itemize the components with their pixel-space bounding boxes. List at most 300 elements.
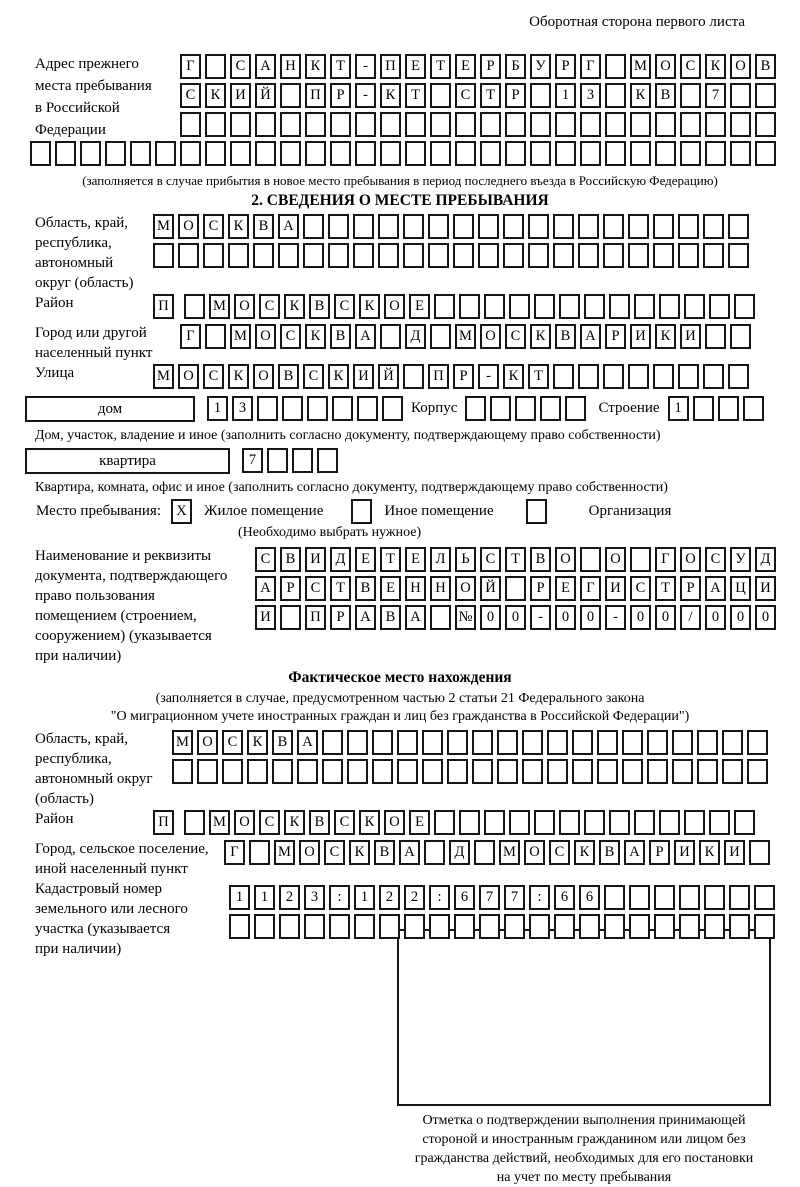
char-cell[interactable] (184, 294, 205, 319)
char-cell[interactable] (559, 810, 580, 835)
char-cell[interactable] (578, 243, 599, 268)
char-cell[interactable] (684, 810, 705, 835)
char-cell[interactable]: К (503, 364, 524, 389)
char-cell[interactable]: 0 (730, 605, 751, 630)
char-cell[interactable] (553, 214, 574, 239)
char-cell[interactable]: О (178, 364, 199, 389)
char-cell[interactable] (503, 214, 524, 239)
char-cell[interactable]: Р (530, 576, 551, 601)
char-cell[interactable] (603, 214, 624, 239)
char-cell[interactable]: Д (330, 547, 351, 572)
char-cell[interactable]: С (549, 840, 570, 865)
char-cell[interactable]: А (278, 214, 299, 239)
char-cell[interactable] (422, 730, 443, 755)
char-cell[interactable]: 2 (404, 885, 425, 910)
char-cell[interactable] (565, 396, 586, 421)
char-cell[interactable]: А (355, 324, 376, 349)
char-cell[interactable] (680, 83, 701, 108)
char-cell[interactable] (455, 112, 476, 137)
char-cell[interactable]: К (305, 324, 326, 349)
char-cell[interactable] (203, 243, 224, 268)
char-cell[interactable] (30, 141, 51, 166)
char-cell[interactable]: А (255, 576, 276, 601)
char-cell[interactable] (654, 885, 675, 910)
char-cell[interactable]: Б (505, 54, 526, 79)
organization-checkbox[interactable] (526, 499, 547, 524)
char-cell[interactable] (378, 214, 399, 239)
char-cell[interactable]: Е (355, 547, 376, 572)
char-cell[interactable] (105, 141, 126, 166)
char-cell[interactable]: А (297, 730, 318, 755)
char-cell[interactable]: 1 (555, 83, 576, 108)
char-cell[interactable] (547, 759, 568, 784)
char-cell[interactable] (572, 759, 593, 784)
char-cell[interactable]: М (274, 840, 295, 865)
char-cell[interactable]: Й (255, 83, 276, 108)
char-cell[interactable] (322, 759, 343, 784)
char-cell[interactable] (280, 605, 301, 630)
other-premises-checkbox[interactable] (351, 499, 372, 524)
char-cell[interactable]: К (699, 840, 720, 865)
char-cell[interactable] (630, 141, 651, 166)
char-cell[interactable]: Т (380, 547, 401, 572)
char-cell[interactable] (703, 214, 724, 239)
char-cell[interactable] (379, 914, 400, 939)
char-cell[interactable] (555, 112, 576, 137)
char-cell[interactable] (305, 141, 326, 166)
char-cell[interactable] (628, 243, 649, 268)
char-cell[interactable]: - (605, 605, 626, 630)
char-cell[interactable] (253, 243, 274, 268)
char-cell[interactable] (678, 214, 699, 239)
char-cell[interactable] (405, 112, 426, 137)
char-cell[interactable]: С (505, 324, 526, 349)
char-cell[interactable]: Р (280, 576, 301, 601)
char-cell[interactable]: С (324, 840, 345, 865)
char-cell[interactable] (255, 112, 276, 137)
char-cell[interactable] (453, 243, 474, 268)
char-cell[interactable] (749, 840, 770, 865)
char-cell[interactable] (684, 294, 705, 319)
char-cell[interactable]: С (705, 547, 726, 572)
char-cell[interactable]: С (255, 547, 276, 572)
char-cell[interactable]: П (305, 83, 326, 108)
char-cell[interactable] (680, 141, 701, 166)
char-cell[interactable] (734, 294, 755, 319)
char-cell[interactable]: С (203, 364, 224, 389)
char-cell[interactable]: 0 (555, 605, 576, 630)
char-cell[interactable]: В (599, 840, 620, 865)
char-cell[interactable]: Й (378, 364, 399, 389)
char-cell[interactable] (559, 294, 580, 319)
char-cell[interactable]: О (299, 840, 320, 865)
char-cell[interactable] (292, 448, 313, 473)
char-cell[interactable]: А (399, 840, 420, 865)
char-cell[interactable]: 0 (630, 605, 651, 630)
char-cell[interactable]: У (730, 547, 751, 572)
char-cell[interactable]: 1 (354, 885, 375, 910)
char-cell[interactable] (604, 914, 625, 939)
char-cell[interactable]: К (359, 810, 380, 835)
char-cell[interactable]: В (374, 840, 395, 865)
char-cell[interactable] (730, 112, 751, 137)
char-cell[interactable]: В (330, 324, 351, 349)
char-cell[interactable]: С (280, 324, 301, 349)
char-cell[interactable] (282, 396, 303, 421)
char-cell[interactable]: Р (605, 324, 626, 349)
char-cell[interactable] (655, 112, 676, 137)
char-cell[interactable] (478, 214, 499, 239)
char-cell[interactable] (422, 759, 443, 784)
char-cell[interactable]: О (605, 547, 626, 572)
char-cell[interactable]: Е (380, 576, 401, 601)
char-cell[interactable] (553, 243, 574, 268)
char-cell[interactable]: В (355, 576, 376, 601)
char-cell[interactable] (353, 214, 374, 239)
char-cell[interactable]: Е (409, 810, 430, 835)
char-cell[interactable] (609, 810, 630, 835)
char-cell[interactable]: О (680, 547, 701, 572)
char-cell[interactable]: 2 (379, 885, 400, 910)
char-cell[interactable]: 1 (254, 885, 275, 910)
char-cell[interactable] (267, 448, 288, 473)
char-cell[interactable] (672, 759, 693, 784)
char-cell[interactable] (405, 141, 426, 166)
char-cell[interactable]: Г (655, 547, 676, 572)
char-cell[interactable] (718, 396, 739, 421)
char-cell[interactable] (479, 914, 500, 939)
char-cell[interactable] (403, 243, 424, 268)
char-cell[interactable] (728, 214, 749, 239)
char-cell[interactable]: К (284, 810, 305, 835)
char-cell[interactable]: 6 (554, 885, 575, 910)
char-cell[interactable] (580, 112, 601, 137)
char-cell[interactable] (597, 759, 618, 784)
char-cell[interactable]: К (705, 54, 726, 79)
char-cell[interactable]: 1 (668, 396, 689, 421)
char-cell[interactable]: Е (405, 54, 426, 79)
char-cell[interactable] (678, 243, 699, 268)
char-cell[interactable]: М (153, 364, 174, 389)
char-cell[interactable] (503, 243, 524, 268)
char-cell[interactable] (428, 243, 449, 268)
char-cell[interactable] (130, 141, 151, 166)
char-cell[interactable] (705, 141, 726, 166)
char-cell[interactable] (530, 83, 551, 108)
char-cell[interactable]: С (305, 576, 326, 601)
char-cell[interactable] (728, 364, 749, 389)
char-cell[interactable]: / (680, 605, 701, 630)
char-cell[interactable] (659, 810, 680, 835)
char-cell[interactable]: И (605, 576, 626, 601)
char-cell[interactable] (709, 294, 730, 319)
char-cell[interactable] (330, 141, 351, 166)
char-cell[interactable]: М (209, 810, 230, 835)
char-cell[interactable]: Т (330, 576, 351, 601)
char-cell[interactable]: Г (224, 840, 245, 865)
char-cell[interactable] (472, 730, 493, 755)
char-cell[interactable] (322, 730, 343, 755)
char-cell[interactable]: К (228, 364, 249, 389)
char-cell[interactable]: О (655, 54, 676, 79)
char-cell[interactable]: Р (649, 840, 670, 865)
char-cell[interactable]: О (524, 840, 545, 865)
char-cell[interactable]: В (755, 54, 776, 79)
char-cell[interactable] (403, 214, 424, 239)
char-cell[interactable] (729, 914, 750, 939)
char-cell[interactable]: А (255, 54, 276, 79)
char-cell[interactable] (184, 810, 205, 835)
char-cell[interactable] (453, 214, 474, 239)
char-cell[interactable] (709, 810, 730, 835)
char-cell[interactable] (330, 112, 351, 137)
char-cell[interactable] (380, 324, 401, 349)
char-cell[interactable] (678, 364, 699, 389)
char-cell[interactable] (430, 324, 451, 349)
char-cell[interactable]: Е (405, 547, 426, 572)
char-cell[interactable]: Р (330, 83, 351, 108)
char-cell[interactable] (653, 364, 674, 389)
char-cell[interactable] (278, 243, 299, 268)
char-cell[interactable]: Р (480, 54, 501, 79)
char-cell[interactable]: О (178, 214, 199, 239)
char-cell[interactable]: К (328, 364, 349, 389)
char-cell[interactable]: О (234, 810, 255, 835)
char-cell[interactable]: О (384, 294, 405, 319)
char-cell[interactable]: М (172, 730, 193, 755)
char-cell[interactable] (629, 914, 650, 939)
char-cell[interactable] (280, 83, 301, 108)
char-cell[interactable] (55, 141, 76, 166)
char-cell[interactable] (597, 730, 618, 755)
char-cell[interactable] (680, 112, 701, 137)
char-cell[interactable]: 1 (229, 885, 250, 910)
char-cell[interactable]: П (153, 294, 174, 319)
char-cell[interactable] (280, 112, 301, 137)
char-cell[interactable]: В (655, 83, 676, 108)
char-cell[interactable]: - (355, 54, 376, 79)
char-cell[interactable]: И (674, 840, 695, 865)
char-cell[interactable]: В (309, 810, 330, 835)
char-cell[interactable] (480, 112, 501, 137)
char-cell[interactable]: И (724, 840, 745, 865)
char-cell[interactable] (630, 547, 651, 572)
char-cell[interactable] (255, 141, 276, 166)
char-cell[interactable]: М (209, 294, 230, 319)
char-cell[interactable]: С (230, 54, 251, 79)
char-cell[interactable]: Р (505, 83, 526, 108)
char-cell[interactable]: О (730, 54, 751, 79)
char-cell[interactable] (497, 730, 518, 755)
char-cell[interactable]: А (355, 605, 376, 630)
char-cell[interactable]: И (230, 83, 251, 108)
char-cell[interactable]: А (580, 324, 601, 349)
char-cell[interactable] (734, 810, 755, 835)
char-cell[interactable] (655, 141, 676, 166)
char-cell[interactable] (378, 243, 399, 268)
char-cell[interactable]: О (555, 547, 576, 572)
char-cell[interactable]: О (234, 294, 255, 319)
char-cell[interactable]: К (359, 294, 380, 319)
house-type-box[interactable]: дом (25, 396, 195, 422)
char-cell[interactable] (605, 54, 626, 79)
char-cell[interactable]: Е (555, 576, 576, 601)
char-cell[interactable] (622, 730, 643, 755)
char-cell[interactable]: - (355, 83, 376, 108)
char-cell[interactable]: М (455, 324, 476, 349)
char-cell[interactable]: С (334, 294, 355, 319)
char-cell[interactable]: Л (430, 547, 451, 572)
char-cell[interactable] (465, 396, 486, 421)
char-cell[interactable]: К (630, 83, 651, 108)
char-cell[interactable]: - (478, 364, 499, 389)
char-cell[interactable]: Р (680, 576, 701, 601)
char-cell[interactable]: О (480, 324, 501, 349)
char-cell[interactable]: 2 (279, 885, 300, 910)
char-cell[interactable] (679, 885, 700, 910)
char-cell[interactable]: И (680, 324, 701, 349)
char-cell[interactable] (430, 141, 451, 166)
char-cell[interactable]: О (255, 324, 276, 349)
char-cell[interactable]: К (228, 214, 249, 239)
char-cell[interactable]: 7 (504, 885, 525, 910)
char-cell[interactable] (424, 840, 445, 865)
char-cell[interactable] (347, 759, 368, 784)
char-cell[interactable] (347, 730, 368, 755)
char-cell[interactable] (304, 914, 325, 939)
char-cell[interactable] (459, 294, 480, 319)
char-cell[interactable] (509, 810, 530, 835)
char-cell[interactable] (622, 759, 643, 784)
char-cell[interactable] (530, 112, 551, 137)
char-cell[interactable] (380, 141, 401, 166)
char-cell[interactable] (353, 243, 374, 268)
char-cell[interactable] (249, 840, 270, 865)
char-cell[interactable] (722, 730, 743, 755)
char-cell[interactable]: Т (528, 364, 549, 389)
char-cell[interactable] (380, 112, 401, 137)
char-cell[interactable]: О (253, 364, 274, 389)
char-cell[interactable]: Т (430, 54, 451, 79)
char-cell[interactable]: 7 (479, 885, 500, 910)
char-cell[interactable] (430, 83, 451, 108)
char-cell[interactable] (705, 324, 726, 349)
char-cell[interactable] (703, 243, 724, 268)
char-cell[interactable]: В (555, 324, 576, 349)
char-cell[interactable] (478, 243, 499, 268)
char-cell[interactable] (634, 810, 655, 835)
char-cell[interactable]: С (680, 54, 701, 79)
char-cell[interactable] (659, 294, 680, 319)
char-cell[interactable] (584, 294, 605, 319)
char-cell[interactable] (579, 914, 600, 939)
char-cell[interactable] (480, 141, 501, 166)
char-cell[interactable] (704, 914, 725, 939)
residential-checkbox[interactable]: X (171, 499, 192, 524)
char-cell[interactable]: 1 (207, 396, 228, 421)
char-cell[interactable] (434, 810, 455, 835)
char-cell[interactable] (697, 730, 718, 755)
char-cell[interactable]: Ц (730, 576, 751, 601)
char-cell[interactable] (307, 396, 328, 421)
char-cell[interactable] (329, 914, 350, 939)
char-cell[interactable] (447, 730, 468, 755)
char-cell[interactable] (230, 112, 251, 137)
char-cell[interactable]: С (203, 214, 224, 239)
char-cell[interactable]: Г (580, 54, 601, 79)
char-cell[interactable] (505, 141, 526, 166)
apartment-type-box[interactable]: квартира (25, 448, 230, 474)
char-cell[interactable] (228, 243, 249, 268)
char-cell[interactable]: К (655, 324, 676, 349)
char-cell[interactable] (754, 885, 775, 910)
char-cell[interactable]: С (630, 576, 651, 601)
char-cell[interactable] (180, 112, 201, 137)
char-cell[interactable]: С (303, 364, 324, 389)
char-cell[interactable] (672, 730, 693, 755)
char-cell[interactable] (197, 759, 218, 784)
char-cell[interactable] (303, 214, 324, 239)
char-cell[interactable] (654, 914, 675, 939)
char-cell[interactable] (755, 112, 776, 137)
char-cell[interactable]: 3 (580, 83, 601, 108)
char-cell[interactable] (317, 448, 338, 473)
char-cell[interactable]: 0 (755, 605, 776, 630)
char-cell[interactable] (303, 243, 324, 268)
char-cell[interactable] (730, 141, 751, 166)
char-cell[interactable] (547, 730, 568, 755)
char-cell[interactable]: В (309, 294, 330, 319)
char-cell[interactable]: В (253, 214, 274, 239)
char-cell[interactable]: Д (405, 324, 426, 349)
char-cell[interactable] (428, 214, 449, 239)
char-cell[interactable] (272, 759, 293, 784)
char-cell[interactable]: Н (430, 576, 451, 601)
char-cell[interactable] (554, 914, 575, 939)
char-cell[interactable] (455, 141, 476, 166)
char-cell[interactable]: Ь (455, 547, 476, 572)
char-cell[interactable] (509, 294, 530, 319)
char-cell[interactable]: П (380, 54, 401, 79)
char-cell[interactable] (472, 759, 493, 784)
char-cell[interactable] (747, 759, 768, 784)
char-cell[interactable]: Г (580, 576, 601, 601)
char-cell[interactable] (484, 294, 505, 319)
char-cell[interactable] (229, 914, 250, 939)
char-cell[interactable] (755, 83, 776, 108)
char-cell[interactable] (628, 364, 649, 389)
char-cell[interactable]: К (205, 83, 226, 108)
char-cell[interactable]: 0 (505, 605, 526, 630)
char-cell[interactable] (553, 364, 574, 389)
char-cell[interactable]: 3 (304, 885, 325, 910)
char-cell[interactable]: : (429, 885, 450, 910)
char-cell[interactable] (679, 914, 700, 939)
char-cell[interactable]: С (455, 83, 476, 108)
char-cell[interactable]: М (499, 840, 520, 865)
char-cell[interactable]: - (530, 605, 551, 630)
char-cell[interactable] (534, 294, 555, 319)
char-cell[interactable] (628, 214, 649, 239)
char-cell[interactable]: В (280, 547, 301, 572)
char-cell[interactable]: Е (409, 294, 430, 319)
char-cell[interactable] (459, 810, 480, 835)
char-cell[interactable] (603, 243, 624, 268)
char-cell[interactable]: 6 (454, 885, 475, 910)
char-cell[interactable]: Д (449, 840, 470, 865)
char-cell[interactable] (605, 112, 626, 137)
char-cell[interactable]: Р (330, 605, 351, 630)
